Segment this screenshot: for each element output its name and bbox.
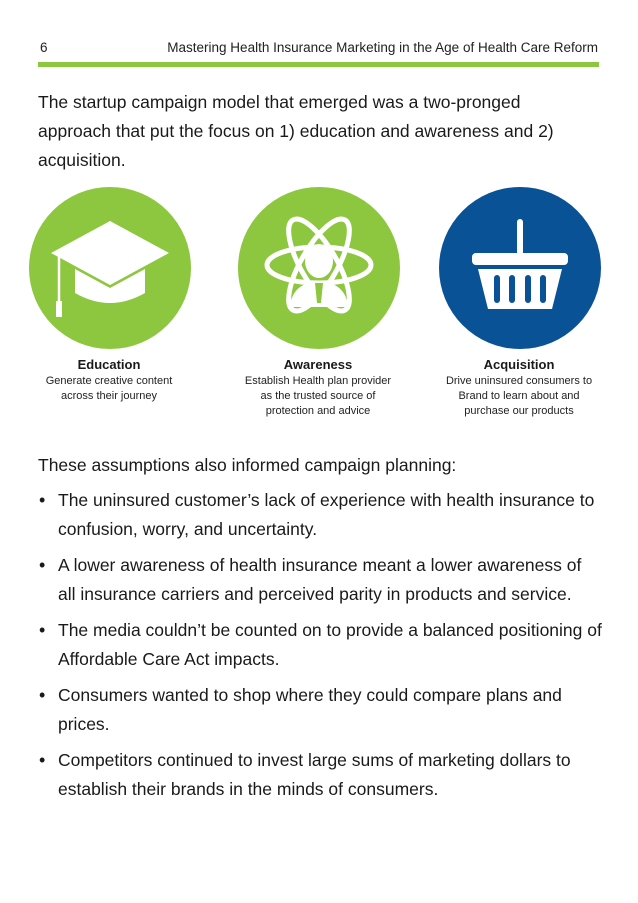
list-item: • Competitors continued to invest large sums of marketing dollars to establish their brands in the minds of consumers. — [38, 746, 603, 804]
list-item: • The media couldn’t be counted on to provide a balanced positioning of Affordable Care Act impacts. — [38, 616, 603, 674]
pillar-description: Generate creative content across their journey — [45, 375, 173, 402]
pillar-title: Acquisition — [483, 357, 555, 372]
shopping-basket-icon — [460, 213, 580, 323]
assumptions-list — [38, 486, 603, 811]
pillars-row — [0, 187, 638, 417]
pillar-description: Drive uninsured consumers to Brand to learn about and purchase our products — [445, 375, 593, 417]
pillar-title: Awareness — [283, 357, 353, 372]
pillar-education — [29, 187, 189, 404]
pillar-acquisition — [439, 187, 599, 419]
awareness-circle — [238, 187, 400, 349]
list-item: • A lower awareness of health insurance meant a lower awareness of all insurance carriers and perceived parity in products and service. — [38, 551, 603, 609]
pillar-title: Education — [77, 357, 141, 372]
graduation-cap-icon — [45, 213, 175, 323]
list-item: • The uninsured customer’s lack of experience with health insurance to confusion, worry, and uncertainty. — [38, 486, 603, 544]
header-rule — [38, 62, 599, 67]
atom-person-icon — [254, 203, 384, 333]
page-header — [38, 40, 598, 60]
list-item: • Consumers wanted to shop where they could compare plans and prices. — [38, 681, 603, 739]
page-number: 6 — [40, 40, 48, 55]
acquisition-circle — [439, 187, 601, 349]
pillar-description: Establish Health plan provider as the trusted source of protection and advice — [244, 375, 392, 417]
education-circle — [29, 187, 191, 349]
pillar-awareness — [238, 187, 398, 419]
assumptions-heading: These assumptions also informed campaign planning: — [38, 455, 457, 475]
intro-paragraph: The startup campaign model that emerged was a two-pronged approach that put the focus on 1) education and awareness and 2) acquisition. — [38, 92, 554, 170]
running-title: Mastering Health Insurance Marketing in the Age of Health Care Reform — [167, 40, 598, 55]
